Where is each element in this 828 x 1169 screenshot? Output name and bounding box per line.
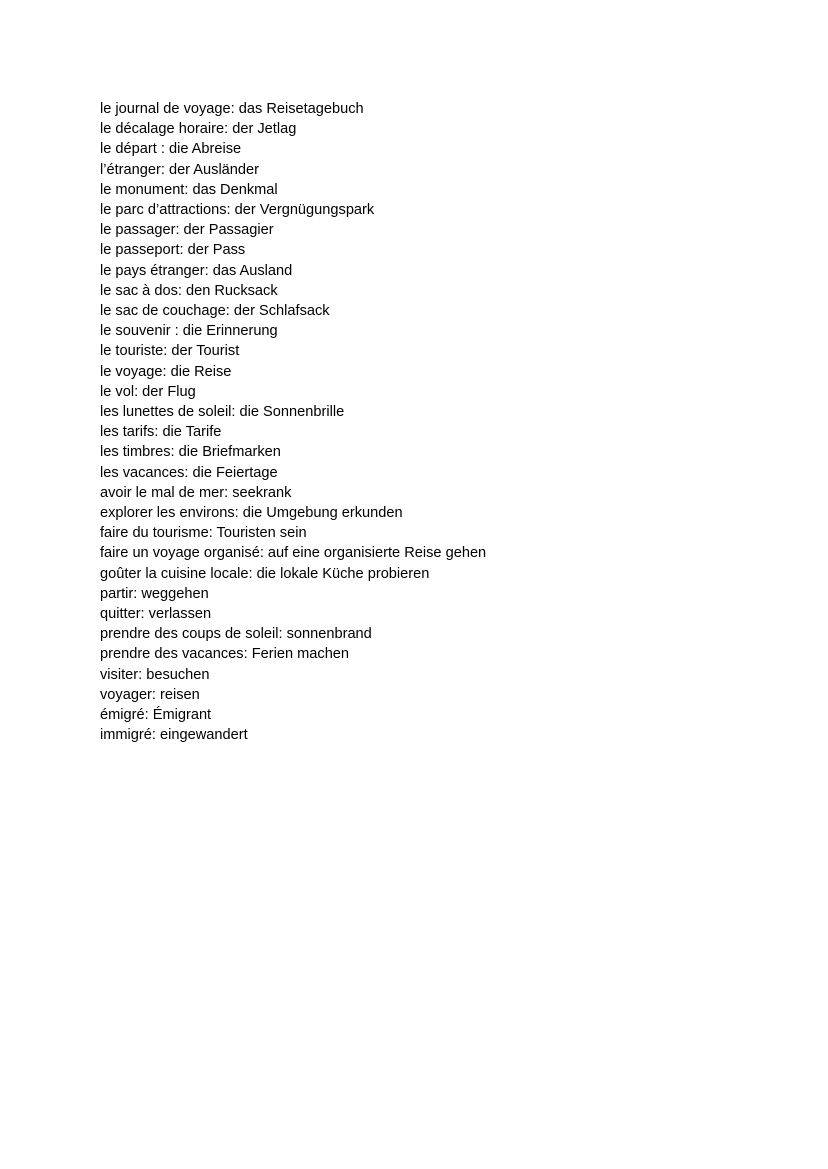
vocab-entry: prendre des vacances: Ferien machen: [100, 646, 350, 663]
vocab-entry: partir: weggehen: [100, 585, 209, 602]
vocab-entry: faire du tourisme: Touristen sein: [100, 525, 307, 542]
vocabulary-list: [100, 99, 486, 746]
vocab-entry: l’étranger: der Ausländer: [100, 161, 260, 178]
vocab-entry: le pays étranger: das Ausland: [100, 262, 293, 279]
vocab-entry: immigré: eingewandert: [100, 727, 248, 744]
vocab-entry: prendre des coups de soleil: sonnenbrand: [100, 626, 372, 643]
vocab-entry: les timbres: die Briefmarken: [100, 444, 281, 461]
vocab-entry: le voyage: die Reise: [100, 363, 232, 380]
vocab-entry: le départ : die Abreise: [100, 141, 242, 158]
vocab-entry: le sac de couchage: der Schlafsack: [100, 303, 330, 320]
vocab-entry: les vacances: die Feiertage: [100, 464, 278, 481]
vocab-entry: émigré: Émigrant: [100, 707, 212, 724]
vocab-entry: les lunettes de soleil: die Sonnenbrille: [100, 404, 345, 421]
vocab-entry: le décalage horaire: der Jetlag: [100, 121, 297, 138]
vocab-entry: les tarifs: die Tarife: [100, 424, 222, 441]
vocab-entry: avoir le mal de mer: seekrank: [100, 484, 292, 501]
vocab-entry: le passager: der Passagier: [100, 222, 274, 239]
vocab-entry: le sac à dos: den Rucksack: [100, 282, 278, 299]
vocab-entry: le monument: das Denkmal: [100, 181, 278, 198]
vocab-entry: le touriste: der Tourist: [100, 343, 240, 360]
vocab-entry: le vol: der Flug: [100, 383, 196, 400]
vocab-entry: le journal de voyage: das Reisetagebuch: [100, 101, 364, 117]
vocab-entry: quitter: verlassen: [100, 606, 212, 623]
vocab-entry: le passeport: der Pass: [100, 242, 246, 259]
vocab-entry: goûter la cuisine locale: die lokale Küche probieren: [100, 565, 430, 582]
vocab-entry: le parc d’attractions: der Vergnügungspark: [100, 202, 375, 219]
vocab-entry: voyager: reisen: [100, 686, 200, 703]
vocab-entry: le souvenir : die Erinnerung: [100, 323, 278, 340]
vocab-entry: faire un voyage organisé: auf eine organisierte Reise gehen: [100, 545, 487, 562]
vocab-entry: explorer les environs: die Umgebung erkunden: [100, 505, 403, 522]
vocab-entry: visiter: besuchen: [100, 666, 210, 683]
